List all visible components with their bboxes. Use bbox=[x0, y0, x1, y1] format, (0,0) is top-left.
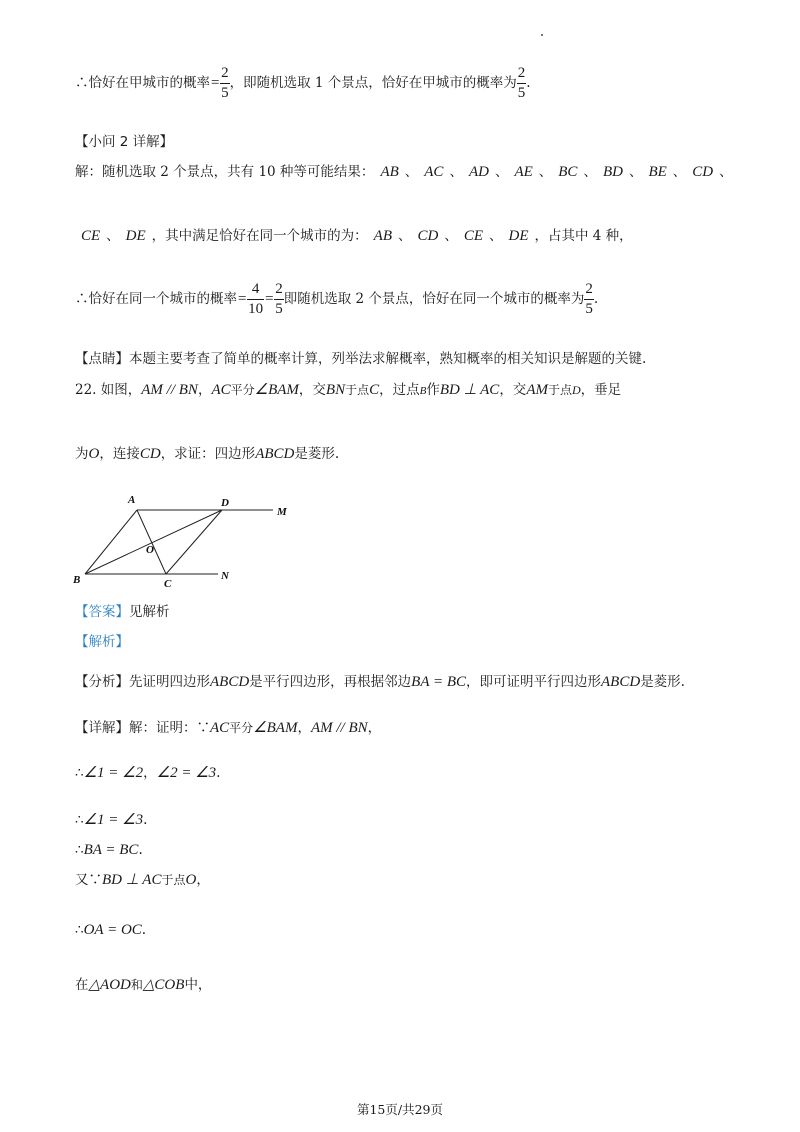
math: B bbox=[419, 385, 427, 397]
comment-line: 【点睛】本题主要考查了简单的概率计算，列举法求解概率，熟知概率的相关知识是解题的关键. bbox=[75, 351, 647, 367]
separator: 、 bbox=[583, 164, 597, 180]
math: AC bbox=[211, 382, 231, 398]
math: ∠2 = ∠3 bbox=[156, 765, 217, 781]
math: BN bbox=[325, 382, 346, 398]
equals: = bbox=[264, 291, 275, 307]
outcome-item: AB bbox=[373, 228, 392, 244]
period: . bbox=[526, 75, 531, 91]
prob-line-2 bbox=[75, 282, 598, 317]
outcome-list bbox=[374, 164, 732, 180]
math: CD bbox=[139, 446, 161, 462]
separator: 、 bbox=[672, 164, 687, 180]
outcome-item: AC bbox=[424, 164, 444, 180]
equals: = bbox=[237, 291, 248, 307]
math: O bbox=[185, 872, 197, 888]
text: ∴恰好在甲城市的概率 bbox=[75, 75, 210, 91]
math: OA = OC bbox=[83, 922, 142, 938]
step-5: ∴OA = OC. bbox=[75, 922, 147, 938]
math: C bbox=[369, 382, 380, 398]
fraction: $\frac{2}{5}$ bbox=[221, 65, 229, 101]
rhombus-figure bbox=[68, 490, 298, 590]
outcome-item: BD bbox=[602, 164, 623, 180]
outcome-item: CD bbox=[417, 228, 439, 244]
fraction: $\frac{2}{5}$ bbox=[275, 281, 283, 317]
outcome-item: CD bbox=[692, 164, 714, 180]
outcome-item: AE bbox=[514, 164, 533, 180]
separator: 、 bbox=[398, 228, 412, 244]
answer-line bbox=[75, 606, 170, 620]
separator: 、 bbox=[719, 164, 733, 180]
subquestion-2-header: 【小问 2 详解】 bbox=[75, 134, 174, 150]
math: ABCD bbox=[210, 674, 250, 690]
outcome-item: CE bbox=[81, 228, 101, 244]
separator: 、 bbox=[404, 164, 419, 180]
math: ABCD bbox=[255, 446, 295, 462]
step-3: ∴BA = BC. bbox=[75, 842, 143, 858]
step-6: 在△AOD和△COB中， bbox=[75, 977, 212, 993]
separator: 、 bbox=[106, 228, 120, 244]
label-N: N bbox=[221, 570, 229, 582]
diagonal-BD bbox=[85, 510, 222, 574]
label-C: C bbox=[164, 578, 172, 590]
math: AM // BN bbox=[310, 720, 368, 736]
outcome-item: AD bbox=[468, 164, 489, 180]
math: BA = BC bbox=[83, 842, 139, 858]
outcomes-line-1 bbox=[75, 165, 733, 180]
separator: 、 bbox=[628, 164, 643, 180]
separator: 、 bbox=[449, 164, 463, 180]
answer-text: 见解析 bbox=[129, 604, 170, 620]
detail-line: 【详解】解：证明：∵AC平分∠BAM，AM // BN， bbox=[75, 720, 382, 736]
fraction: $\frac{2}{5}$ bbox=[585, 281, 593, 317]
outcomes-line-2 bbox=[75, 229, 633, 244]
question-22-line-2: 为O，连接CD，求证：四边形ABCD是菱形. bbox=[75, 446, 340, 462]
math: O bbox=[88, 446, 100, 462]
outcome-item: DE bbox=[508, 228, 529, 244]
text: ，其中满足恰好在同一个城市的为： bbox=[151, 228, 368, 244]
side-CD bbox=[166, 510, 222, 574]
diagonal-AC bbox=[137, 510, 166, 574]
separator: 、 bbox=[489, 228, 503, 244]
math: BD ⊥ AC bbox=[102, 872, 162, 888]
fraction: $\frac{2}{5}$ bbox=[517, 65, 526, 101]
answer-tag: 【答案】 bbox=[75, 604, 129, 620]
math: ∠1 = ∠2 bbox=[83, 765, 144, 781]
math: BA = BC bbox=[411, 674, 467, 690]
step-2: ∴∠1 = ∠3. bbox=[75, 812, 148, 828]
math: ∠1 = ∠3 bbox=[83, 812, 144, 828]
text: ，即随机选取 1 个景点，恰好在甲城市的概率为 bbox=[229, 75, 517, 91]
math: AM // BN bbox=[141, 382, 198, 398]
math: △AOD bbox=[88, 977, 131, 993]
text: 即随机选取 2 个景点，恰好在同一个城市的概率为 bbox=[283, 291, 585, 307]
outcome-item: BC bbox=[558, 164, 578, 180]
question-number: 22. 如图， bbox=[75, 382, 142, 398]
text: 解：随机选取 2 个景点，共有 10 种等可能结果： bbox=[75, 164, 375, 180]
label-A: A bbox=[128, 494, 136, 506]
period: . bbox=[593, 291, 599, 307]
analysis-tag: 【解析】 bbox=[75, 634, 129, 650]
label-B: B bbox=[73, 574, 81, 586]
scan-dot bbox=[541, 34, 543, 36]
math: ∠BAM bbox=[253, 720, 298, 736]
step-1: ∴∠1 = ∠2，∠2 = ∠3. bbox=[75, 765, 221, 781]
outcome-item: BE bbox=[648, 164, 667, 180]
math: ABCD bbox=[601, 674, 641, 690]
fraction: $\frac{4}{10}$ bbox=[248, 281, 264, 317]
label-M: M bbox=[277, 506, 287, 518]
text: ∴恰好在同一个城市的概率 bbox=[75, 291, 237, 307]
separator: 、 bbox=[444, 228, 458, 244]
separator: 、 bbox=[538, 164, 553, 180]
outcome-item: CE bbox=[463, 228, 484, 244]
math: AM bbox=[526, 382, 548, 398]
separator: 、 bbox=[494, 164, 509, 180]
outcome-item: DE bbox=[125, 228, 146, 244]
math: BD ⊥ AC bbox=[439, 382, 500, 398]
math: ∠BAM bbox=[254, 382, 299, 398]
math: AC bbox=[210, 720, 230, 736]
math: △COB bbox=[142, 977, 185, 993]
math: D bbox=[572, 383, 581, 397]
outcome-list bbox=[75, 228, 152, 244]
text: ，占其中 4 种， bbox=[534, 228, 633, 244]
outcome-list bbox=[368, 228, 535, 244]
label-O: O bbox=[146, 544, 154, 556]
equals: = bbox=[210, 75, 221, 91]
label-D: D bbox=[221, 497, 229, 509]
analysis-line: 【分析】先证明四边形ABCD是平行四边形，再根据邻边BA = BC，即可证明平行四边形ABCD是菱形. bbox=[75, 674, 685, 690]
step-4: 又∵BD ⊥ AC于点O， bbox=[75, 872, 210, 888]
prob-line-1 bbox=[75, 66, 531, 101]
page-footer: 第15页/共29页 bbox=[356, 1102, 444, 1117]
outcome-item: AB bbox=[380, 164, 399, 180]
side-AB bbox=[85, 510, 137, 574]
question-22-line-1: 22. 如图，AM // BN，AC平分∠BAM，交BN于点C，过点B作BD ⊥ AC，交AM于点D，垂足 bbox=[75, 382, 622, 398]
